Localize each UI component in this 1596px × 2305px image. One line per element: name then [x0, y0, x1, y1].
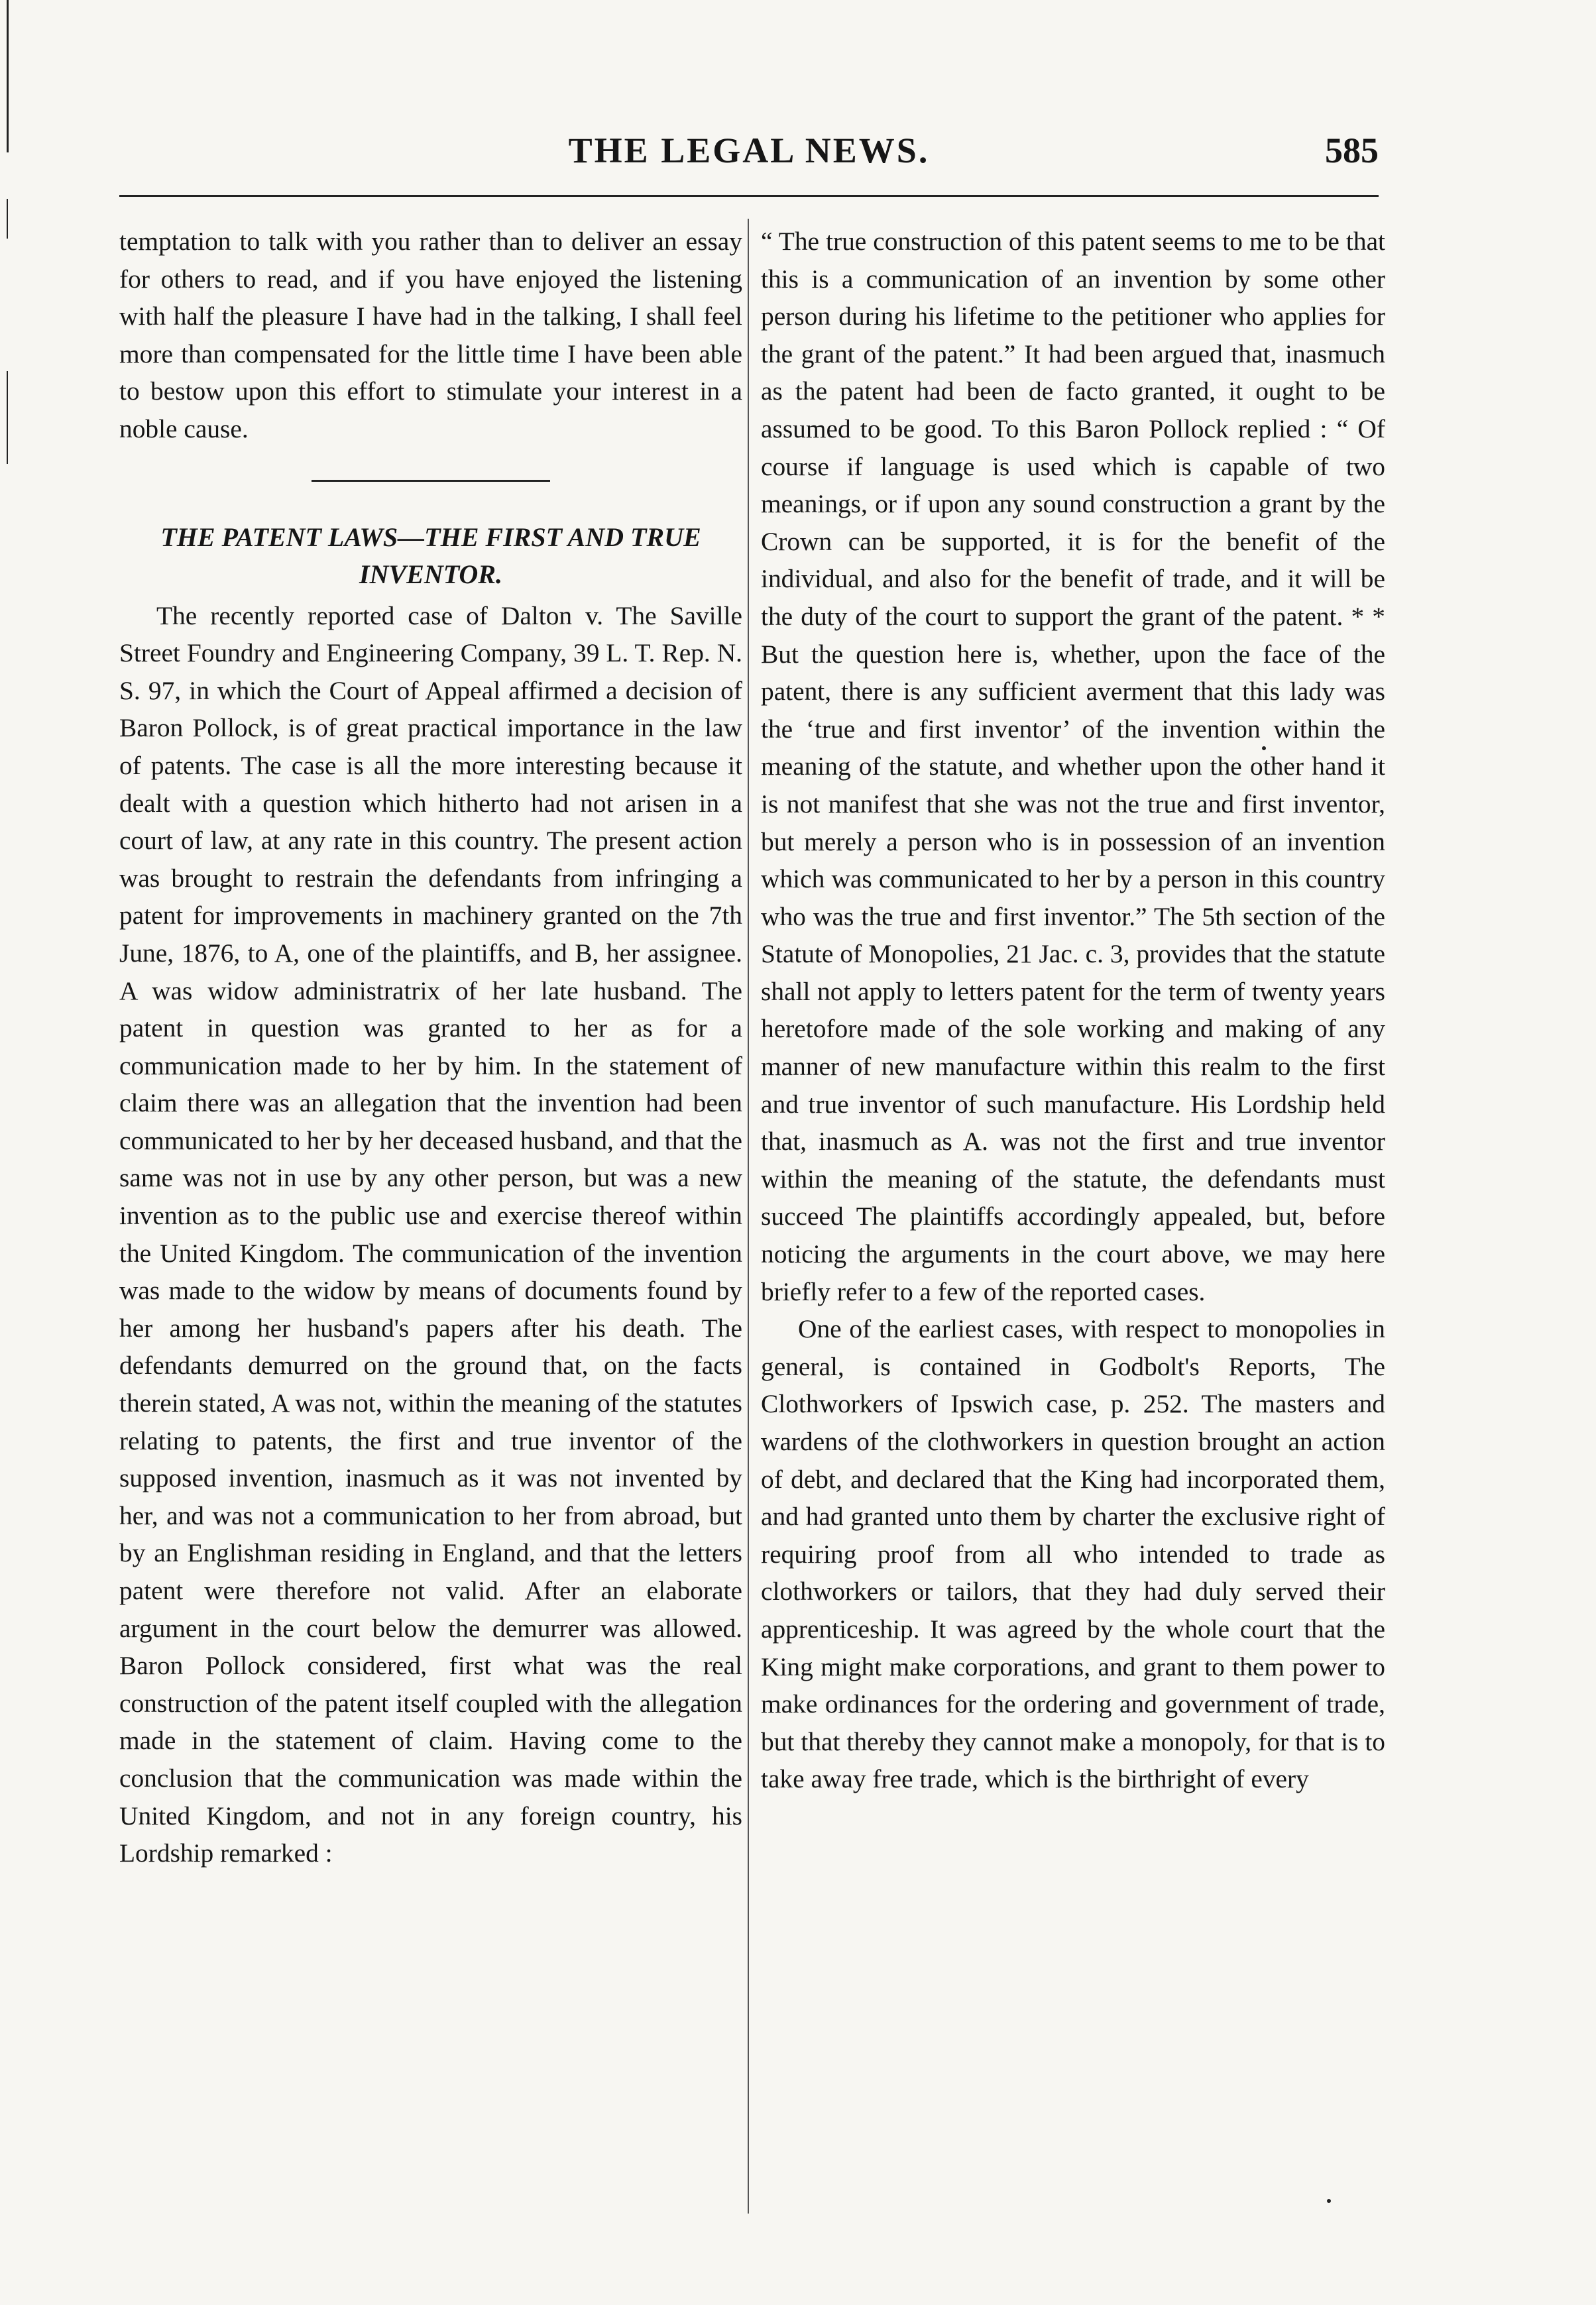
- header-rule: [119, 195, 1379, 197]
- scan-edge-mark: [7, 0, 9, 152]
- article-paragraph: “ The true construction of this patent seems to me to be that this is a communication of an invention by some other person during his lifetime to the petitioner who applies for the grant of the patent.” It had been argued that, inasmuch as the patent had been de facto granted, it ought to be assumed to be good. To this Baron Pollock replied : “ Of course if language is used which is capable of two meanings, or if upon any sound construction a grant by the Crown can be supported, it is for the benefit of the individual, and also for the benefit of trade, and it will be the duty of the court to support the grant of the patent. * * But the question here is, whether, upon the face of the patent, there is any sufficient averment that this lady was the ‘true and first inventor’ of the invention within the meaning of the statute, and whether upon the other hand it is not manifest that she was not the true and first inventor, but merely a person who is in possession of an invention which was communicated to her by a person in this country who was the true and first inventor.” The 5th section of the Statute of Monopolies, 21 Jac. c. 3, provides that the statute shall not apply to letters patent for the term of twenty years heretofore made of the sole working and making of any manner of new manufacture within this realm to the first and true inventor of such manufacture. His Lordship held that, inasmuch as A. was not the first and true inventor within the meaning of the statute, the defendants must succeed The plaintiffs accordingly appealed, but, before noticing the arguments in the court above, we may here briefly refer to a few of the reported cases.: [761, 227, 1385, 1306]
- left-column: [119, 223, 742, 1872]
- article-heading: THE PATENT LAWS—THE FIRST AND TRUE INVENTOR.: [160, 522, 701, 589]
- journal-title: THE LEGAL NEWS.: [568, 131, 930, 170]
- article-paragraph: The recently reported case of Dalton v. The Saville Street Foundry and Engineering Company, 39 L. T. Rep. N. S. 97, in which the Court of Appeal affirmed a decision of Baron Pollock, is of great practical importance in the law of patents. The case is all the more interesting because it dealt with a question which hitherto had not arisen in a court of law, at any rate in this country. The present action was brought to restrain the defendants from infringing a patent for improvements in machinery granted on the 7th June, 1876, to A, one of the plaintiffs, and B, her assignee. A was widow administratrix of her late husband. The patent in question was granted to her as for a communication made to her by him. In the statement of claim there was an allegation that the invention had been communicated to her by her deceased husband, and that the same was not in use by any other person, but was a new invention as to the public use and exercise thereof within the United Kingdom. The communication of the invention was made to the widow by means of documents found by her among her husband's papers after his death. The defendants demurred on the ground that, on the facts therein stated, A was not, within the meaning of the statutes relating to patents, the first and true inventor of the supposed invention, inasmuch as it was not invented by her, and was not a communication to her from abroad, but by an Englishman residing in England, and that the letters patent were therefore not valid. After an elaborate argument in the court below the demurrer was allowed. Baron Pollock considered, first what was the real construction of the patent itself coupled with the allegation made in the statement of claim. Having come to the conclusion that the communication was made within the United Kingdom, and not in any foreign country, his Lordship remarked :: [119, 600, 742, 1868]
- scan-edge-mark: [7, 199, 8, 239]
- right-column: [761, 223, 1385, 1798]
- column-divider: [748, 219, 749, 2214]
- scan-edge-mark: [7, 371, 8, 464]
- section-separator: [312, 480, 550, 482]
- scan-speck: [1327, 2199, 1331, 2203]
- page-header: [119, 130, 1379, 183]
- scan-speck: [1262, 746, 1266, 750]
- article-paragraph: One of the earliest cases, with respect to monopolies in general, is contained in Godbolt's Reports, The Clothworkers of Ipswich case, p. 252. The masters and wardens of the clothworkers in question brought an action of debt, and declared that the King had incorporated them, and had granted unto them by charter the exclusive right of requiring proof from all who intended to trade as clothworkers or tailors, that they had duly served their apprenticeship. It was agreed by the whole court that the King might make corporations, and grant to them power to make ordinances for the ordering and government of trade, but that thereby they cannot make a monopoly, for that is to take away free trade, which is the birthright of every: [761, 1314, 1385, 1794]
- page-number: 585: [1325, 131, 1379, 170]
- closing-paragraph: temptation to talk with you rather than to deliver an essay for others to read, and if you have enjoyed the listening with half the pleasure I have had in the talking, I shall feel more than compensated for the little time I have been able to bestow upon this effort to stimulate your interest in a noble cause.: [119, 227, 742, 443]
